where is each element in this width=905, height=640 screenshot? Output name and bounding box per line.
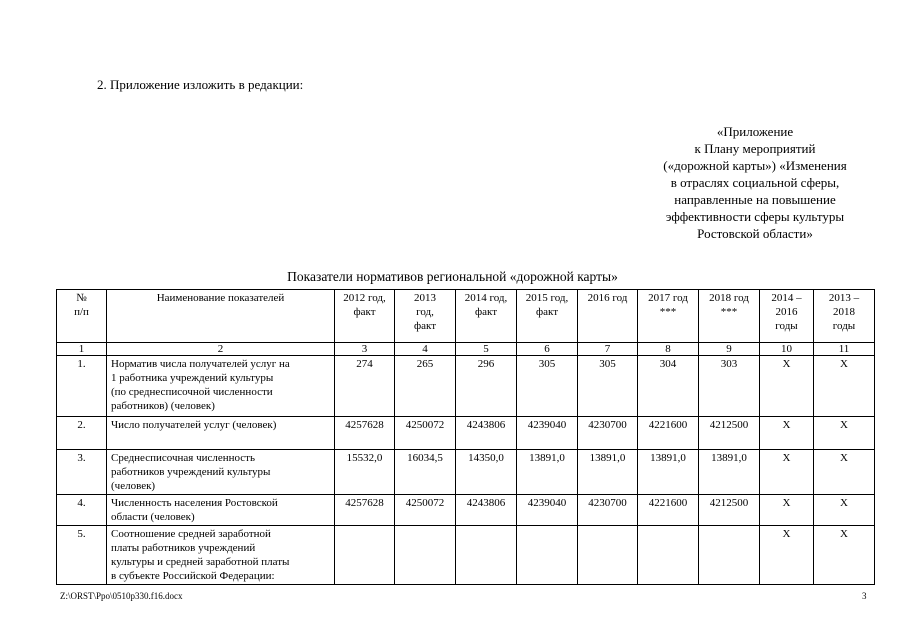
indicator-value: 15532,0 <box>335 450 395 495</box>
indicator-value: 4243806 <box>456 495 517 526</box>
table-row <box>57 495 875 526</box>
column-header: Наименование показателей <box>107 290 335 343</box>
indicator-value <box>395 526 456 585</box>
indicator-value: 13891,0 <box>517 450 578 495</box>
indicator-value: Х <box>760 450 814 495</box>
column-number: 10 <box>760 343 814 356</box>
table-row <box>57 526 875 585</box>
row-number: 4. <box>57 495 107 526</box>
indicator-value: 4212500 <box>699 495 760 526</box>
indicator-value: 13891,0 <box>578 450 638 495</box>
column-number: 7 <box>578 343 638 356</box>
indicator-value: 305 <box>578 356 638 417</box>
indicator-value: 14350,0 <box>456 450 517 495</box>
indicator-value: 296 <box>456 356 517 417</box>
indicator-value <box>335 526 395 585</box>
indicator-name: Соотношение средней заработной платы работников учреждений культуры и средней заработной платы в субъекте Российской Федерации: <box>107 526 335 585</box>
column-header: 2017 год *** <box>638 290 699 343</box>
indicator-value: 4257628 <box>335 495 395 526</box>
column-header: 2013 – 2018 годы <box>814 290 875 343</box>
appendix-line: («дорожной карты») «Изменения <box>663 158 847 173</box>
appendix-note <box>630 123 880 242</box>
column-number: 11 <box>814 343 875 356</box>
appendix-line: Ростовской области» <box>697 226 813 241</box>
column-number-row <box>57 343 875 356</box>
column-number: 2 <box>107 343 335 356</box>
row-number: 1. <box>57 356 107 417</box>
indicator-value: 4221600 <box>638 417 699 450</box>
column-number: 4 <box>395 343 456 356</box>
indicator-value: 305 <box>517 356 578 417</box>
column-number: 8 <box>638 343 699 356</box>
column-number: 3 <box>335 343 395 356</box>
indicator-value: Х <box>814 450 875 495</box>
appendix-line: к Плану мероприятий <box>694 141 816 156</box>
indicator-value: Х <box>760 495 814 526</box>
column-number: 1 <box>57 343 107 356</box>
indicator-value: Х <box>814 417 875 450</box>
indicator-value: 4212500 <box>699 417 760 450</box>
indicator-value <box>456 526 517 585</box>
appendix-line: направленные на повышение <box>674 192 836 207</box>
indicator-value: 274 <box>335 356 395 417</box>
indicator-value: 16034,5 <box>395 450 456 495</box>
table-row <box>57 450 875 495</box>
footer-page-number: 3 <box>862 591 867 601</box>
column-number: 9 <box>699 343 760 356</box>
indicator-value: Х <box>760 356 814 417</box>
column-header: 2016 год <box>578 290 638 343</box>
indicator-value: 4257628 <box>335 417 395 450</box>
indicator-value <box>699 526 760 585</box>
indicator-name: Численность населения Ростовской области (человек) <box>107 495 335 526</box>
footer-file-path: Z:\ORST\Ppo\0510p330.f16.docx <box>60 591 183 601</box>
column-header: 2018 год *** <box>699 290 760 343</box>
appendix-line: в отраслях социальной сферы, <box>670 175 840 190</box>
column-number: 5 <box>456 343 517 356</box>
column-header: 2013 год, факт <box>395 290 456 343</box>
row-number: 2. <box>57 417 107 450</box>
row-number: 3. <box>57 450 107 495</box>
indicator-value: Х <box>814 495 875 526</box>
indicator-value: 4230700 <box>578 417 638 450</box>
indicator-value <box>578 526 638 585</box>
indicator-value: Х <box>760 526 814 585</box>
indicator-value: 4230700 <box>578 495 638 526</box>
intro-text: 2. Приложение изложить в редакции: <box>97 77 304 92</box>
indicator-value: 13891,0 <box>699 450 760 495</box>
table-title: Показатели нормативов региональной «дорожной карты» <box>287 269 618 284</box>
column-header: 2014 год, факт <box>456 290 517 343</box>
appendix-line: «Приложение <box>716 124 794 139</box>
row-number: 5. <box>57 526 107 585</box>
table-row <box>57 356 875 417</box>
column-number: 6 <box>517 343 578 356</box>
indicator-name: Норматив числа получателей услуг на 1 работника учреждений культуры (по среднесписочной численности работников) (человек) <box>107 356 335 417</box>
indicator-value: 13891,0 <box>638 450 699 495</box>
appendix-line: эффективности сферы культуры <box>665 209 845 224</box>
indicator-value: 4250072 <box>395 495 456 526</box>
column-header: № п/п <box>57 290 107 343</box>
column-header: 2014 – 2016 годы <box>760 290 814 343</box>
indicator-value <box>517 526 578 585</box>
indicator-value: Х <box>814 356 875 417</box>
indicator-name: Число получателей услуг (человек) <box>107 417 335 450</box>
table-header-row <box>57 290 875 343</box>
indicator-value: 4221600 <box>638 495 699 526</box>
indicators-table <box>56 289 875 585</box>
indicator-value: 265 <box>395 356 456 417</box>
indicator-value: 4239040 <box>517 495 578 526</box>
indicator-value: Х <box>760 417 814 450</box>
column-header: 2015 год, факт <box>517 290 578 343</box>
column-header: 2012 год, факт <box>335 290 395 343</box>
indicator-value: Х <box>814 526 875 585</box>
indicator-value <box>638 526 699 585</box>
indicator-value: 4243806 <box>456 417 517 450</box>
table-row <box>57 417 875 450</box>
indicator-value: 303 <box>699 356 760 417</box>
indicator-value: 4239040 <box>517 417 578 450</box>
indicator-value: 4250072 <box>395 417 456 450</box>
indicator-value: 304 <box>638 356 699 417</box>
indicator-name: Среднесписочная численность работников учреждений культуры (человек) <box>107 450 335 495</box>
